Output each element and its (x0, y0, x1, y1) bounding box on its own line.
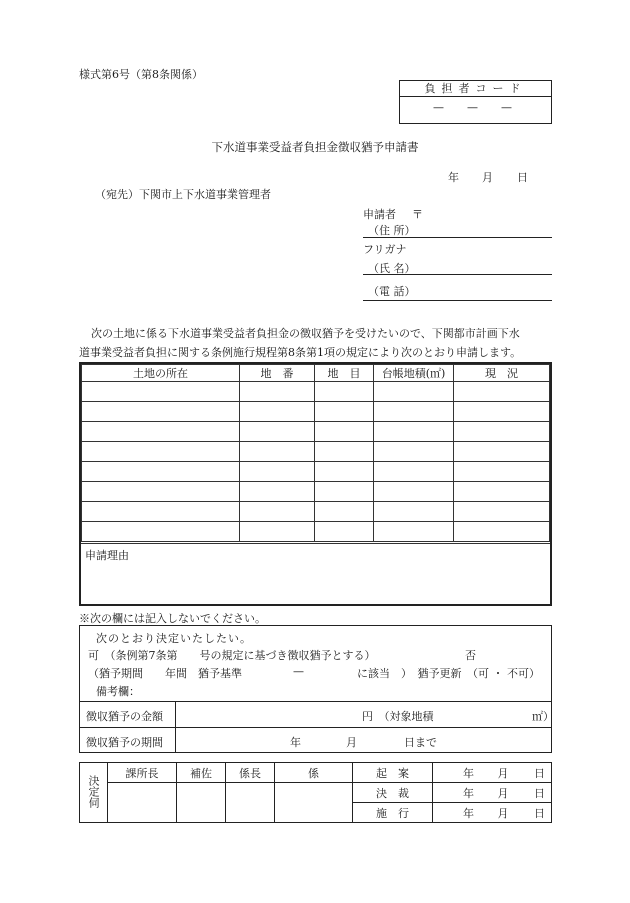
addressee: （宛先）下関市上下水道事業管理者 (95, 188, 271, 201)
cell[interactable] (82, 382, 240, 402)
deferral-amount-label: 徴収猶予の金額 (86, 710, 163, 723)
header-current-status: 現 況 (454, 365, 550, 382)
cell[interactable] (454, 462, 550, 482)
deferral-period-label: 徴収猶予の期間 (86, 736, 163, 749)
cell[interactable] (454, 522, 550, 542)
table-row (82, 422, 550, 442)
cell[interactable] (374, 462, 454, 482)
cell[interactable] (315, 462, 374, 482)
cell[interactable] (374, 382, 454, 402)
date-day: 日 (534, 806, 545, 820)
cell[interactable] (454, 382, 550, 402)
header-location: 土地の所在 (82, 365, 240, 382)
period-year[interactable]: 年 (290, 736, 301, 749)
cell[interactable] (315, 502, 374, 522)
date-year: 年 (463, 786, 474, 800)
cell[interactable] (374, 422, 454, 442)
table-row (82, 462, 550, 482)
divider (80, 727, 551, 728)
furigana-label: フリガナ (363, 243, 407, 256)
period-month[interactable]: 月 (346, 736, 357, 749)
cell[interactable] (315, 482, 374, 502)
header-section-chief: 課所長 (108, 763, 177, 783)
decision-approve-line: 可 （条例第7条第 号の規定に基づき徴収猶予とする） (88, 649, 376, 662)
header-group-leader: 係長 (226, 763, 275, 783)
cell[interactable] (315, 402, 374, 422)
step-approval-date[interactable] (433, 783, 552, 803)
stamp-assistant[interactable] (177, 783, 226, 823)
name-label: （氏 名） (368, 262, 416, 275)
request-text-line1: 次の土地に係る下水道事業受益者負担金の徴収猶予を受けたいので、下関都市計画下水 (91, 327, 520, 340)
table-row (82, 382, 550, 402)
date-year: 年 (463, 766, 474, 780)
address-underline[interactable] (363, 237, 552, 238)
cell[interactable] (454, 482, 550, 502)
table-row (82, 482, 550, 502)
payer-code-field[interactable]: — — — (433, 101, 518, 114)
deferral-amount-value[interactable]: 円 （対象地積 (362, 710, 434, 723)
decision-box (79, 625, 552, 753)
date-day: 日 (534, 786, 545, 800)
table-row (80, 763, 552, 783)
date-month: 月 (497, 786, 509, 800)
decision-reject-label: 否 (465, 649, 476, 662)
cell[interactable] (82, 402, 240, 422)
period-day[interactable]: 日まで (404, 736, 437, 749)
applicant-label: 申請者 (363, 208, 396, 221)
cell[interactable] (374, 402, 454, 422)
cell[interactable] (82, 502, 240, 522)
cell[interactable] (82, 422, 240, 442)
address-label: （住 所） (368, 224, 416, 237)
land-table (79, 362, 552, 606)
cell[interactable] (374, 502, 454, 522)
cell[interactable] (240, 482, 315, 502)
cell[interactable] (374, 482, 454, 502)
table-row (82, 522, 550, 542)
divider (80, 701, 551, 702)
cell[interactable] (240, 442, 315, 462)
office-use-note: ※次の欄には記入しないでください。 (79, 612, 266, 625)
table-row (80, 783, 552, 803)
cell[interactable] (315, 422, 374, 442)
cell[interactable] (82, 462, 240, 482)
table-row (82, 442, 550, 462)
payer-code-box (399, 80, 552, 124)
date-month: 月 (497, 766, 509, 780)
deferral-renewal-text: に該当 ） 猶予更新 （可 ・ 不可） (357, 667, 540, 680)
header-staff: 係 (275, 763, 353, 783)
reason-label: 申請理由 (85, 549, 129, 562)
step-enforcement-date[interactable] (433, 803, 552, 823)
cell[interactable] (240, 402, 315, 422)
stamp-section-chief[interactable] (108, 783, 177, 823)
header-registered-area: 台帳地積(㎡) (374, 365, 454, 382)
cell[interactable] (454, 422, 550, 442)
cell[interactable] (374, 522, 454, 542)
header-lot-number: 地 番 (240, 365, 315, 382)
step-approval: 決 裁 (353, 783, 433, 803)
date-year-label: 年 (448, 171, 459, 184)
cell[interactable] (454, 502, 550, 522)
remarks-label: 備考欄： (96, 685, 140, 698)
step-enforcement: 施 行 (353, 803, 433, 823)
land-table-header-row (82, 365, 550, 382)
form-number: 様式第6号（第8条関係） (79, 68, 203, 81)
name-underline[interactable] (363, 274, 552, 275)
cell[interactable] (454, 402, 550, 422)
table-row (82, 402, 550, 422)
table-row (82, 502, 550, 522)
step-draft: 起 案 (353, 763, 433, 783)
deferral-period-text: （猶予期間 年間 猶予基準 (88, 667, 242, 680)
header-assistant: 補佐 (177, 763, 226, 783)
cell[interactable] (454, 442, 550, 462)
cell[interactable] (315, 522, 374, 542)
cell[interactable] (82, 522, 240, 542)
cell[interactable] (315, 382, 374, 402)
area-unit: ㎡） (532, 710, 554, 723)
cell[interactable] (82, 482, 240, 502)
deferral-standard-dash: — (293, 665, 304, 678)
request-text-line2: 道事業受益者負担に関する条例施行規程第8条第1項の規定により次のとおり申請します。 (79, 346, 522, 359)
payer-code-label: 負担者コード (400, 81, 551, 97)
date-day: 日 (534, 766, 545, 780)
stamp-group-leader[interactable] (226, 783, 275, 823)
postal-mark: 〒 (412, 208, 423, 221)
cell[interactable] (240, 522, 315, 542)
date-day-label: 日 (517, 171, 528, 184)
reason-field[interactable] (81, 543, 550, 604)
decision-request-label: 決定伺 (80, 763, 108, 823)
cell[interactable] (374, 442, 454, 462)
step-draft-date[interactable] (433, 763, 552, 783)
approval-table (79, 762, 552, 823)
header-land-category: 地 目 (315, 365, 374, 382)
cell[interactable] (240, 462, 315, 482)
phone-underline[interactable] (363, 300, 552, 301)
decision-intro: 次のとおり決定いたしたい。 (96, 632, 252, 645)
cell[interactable] (240, 382, 315, 402)
date-year: 年 (463, 806, 474, 820)
cell[interactable] (240, 502, 315, 522)
cell[interactable] (315, 442, 374, 462)
date-month-label: 月 (482, 171, 493, 184)
cell[interactable] (82, 442, 240, 462)
stamp-staff[interactable] (275, 783, 353, 823)
phone-label: （電 話） (368, 285, 416, 298)
document-title: 下水道事業受益者負担金徴収猶予申請書 (211, 140, 419, 154)
cell[interactable] (240, 422, 315, 442)
date-month: 月 (497, 806, 509, 820)
